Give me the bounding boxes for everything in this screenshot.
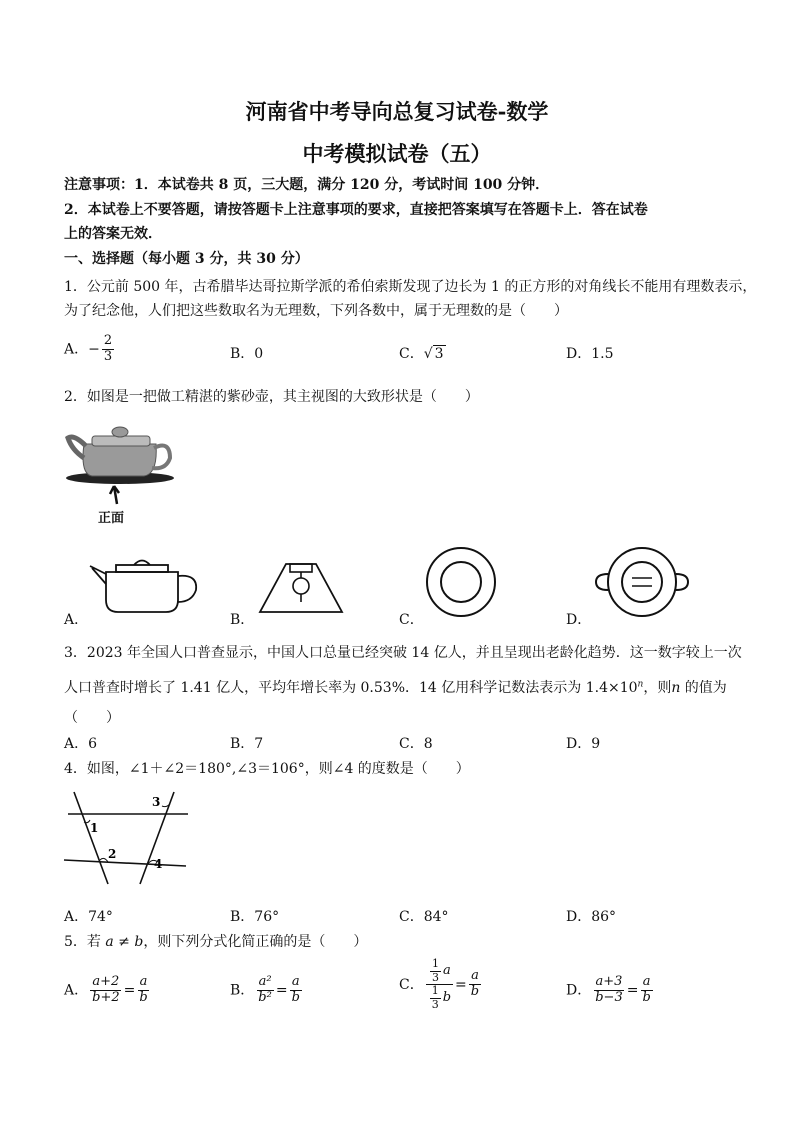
notice-line-3: 上的答案无效． [64, 226, 162, 242]
page-subtitle: 中考模拟试卷（五） [302, 141, 492, 166]
q1-option-d: D．1.5 [566, 346, 614, 362]
q2-figure-b [256, 550, 346, 620]
q4-option-c: C．84° [399, 909, 449, 925]
fig-label-2: 2 [108, 847, 117, 861]
q3-line-1: 3．2023 年全国人口普查显示，中国人口总量已经突破 14 亿人，并且呈现出老龄化趋势．这一数字较上一次 [64, 645, 742, 661]
notice-line-1 [64, 174, 549, 194]
q3-option-d: D．9 [566, 736, 601, 752]
q4-option-a: A．74° [64, 909, 113, 925]
q3-option-b: B．7 [230, 736, 264, 752]
q2-option-a: A． [64, 612, 89, 628]
q3-option-c: C．8 [399, 736, 433, 752]
fig-label-1: 1 [90, 821, 99, 835]
q1-option-b: B．0 [230, 346, 264, 362]
q4-option-b: B．76° [230, 909, 280, 925]
notice-label: 注意事项： [64, 177, 134, 193]
q2-option-b: B． [230, 612, 255, 628]
q5-text: 5．若 a ≠ b，则下列分式化简正确的是（ ） [64, 934, 368, 950]
front-label: 正面 [98, 511, 125, 526]
q2-figure-d [594, 544, 690, 620]
q3-option-a: A．6 [64, 736, 98, 752]
q5-option-a: A． $\frac{a+2}{b+2}$ = $\frac{a}{b}$ [64, 974, 148, 1005]
q4-text: 4．如图，∠1＋∠2＝180°,∠3＝106°，则∠4 的度数是（ ） [64, 761, 470, 777]
q5-option-c: C． $\frac{1}{3}$ a $\frac{1}{3}$ b = $\frac{a}{b}$ [399, 957, 480, 1011]
q3-line-2: 人口普查时增长了 1.41 亿人，平均年增长率为 0.53%．14 亿用科学记数法表示为 $1.4\times 10^n$，则n 的值为 [64, 679, 727, 696]
q3-line-3: （ ） [64, 710, 120, 726]
notice-text-1: 1．本试卷共 8 页，三大题，满分 120 分，考试时间 100 分钟． [134, 177, 550, 193]
page-title: 河南省中考导向总复习试卷-数学 [245, 99, 549, 124]
q4-option-d: D．86° [566, 909, 617, 925]
q1-option-c: C．√ 3 [399, 346, 444, 362]
q5-option-d: D． $\frac{a+3}{b-3}$ = $\frac{a}{b}$ [566, 974, 651, 1005]
q2-figure-a [86, 552, 204, 622]
q2-option-c: C． [399, 612, 424, 628]
q1-line-1: 1．公元前 500 年，古希腊毕达哥拉斯学派的希伯索斯发现了边长为 1 的正方形的对角线长不能用有理数表示， [64, 279, 757, 295]
section-heading: 一、选择题（每小题 3 分，共 30 分） [64, 251, 309, 267]
fig-label-4: 4 [154, 857, 163, 871]
q2-figure-c [423, 544, 499, 620]
q5-option-b: B． $\frac{\text{a²}}{\text{b²}}$ = $\frac{a}{b}$ [230, 974, 300, 1005]
notice-line-2: 2．本试卷上不要答题，请按答题卡上注意事项的要求，直接把答案填写在答题卡上．答在试卷 [64, 202, 648, 218]
fig-label-3: 3 [152, 795, 161, 809]
q2-text: 2．如图是一把做工精湛的紫砂壶，其主视图的大致形状是（ ） [64, 389, 479, 405]
q1-line-2: 为了纪念他，人们把这些数取名为无理数，下列各数中，属于无理数的是（ ） [64, 303, 568, 319]
q1-option-a: A．− $\frac{2}{3}$ [64, 333, 113, 364]
q4-figure [62, 786, 192, 888]
q2-option-d: D． [566, 612, 592, 628]
